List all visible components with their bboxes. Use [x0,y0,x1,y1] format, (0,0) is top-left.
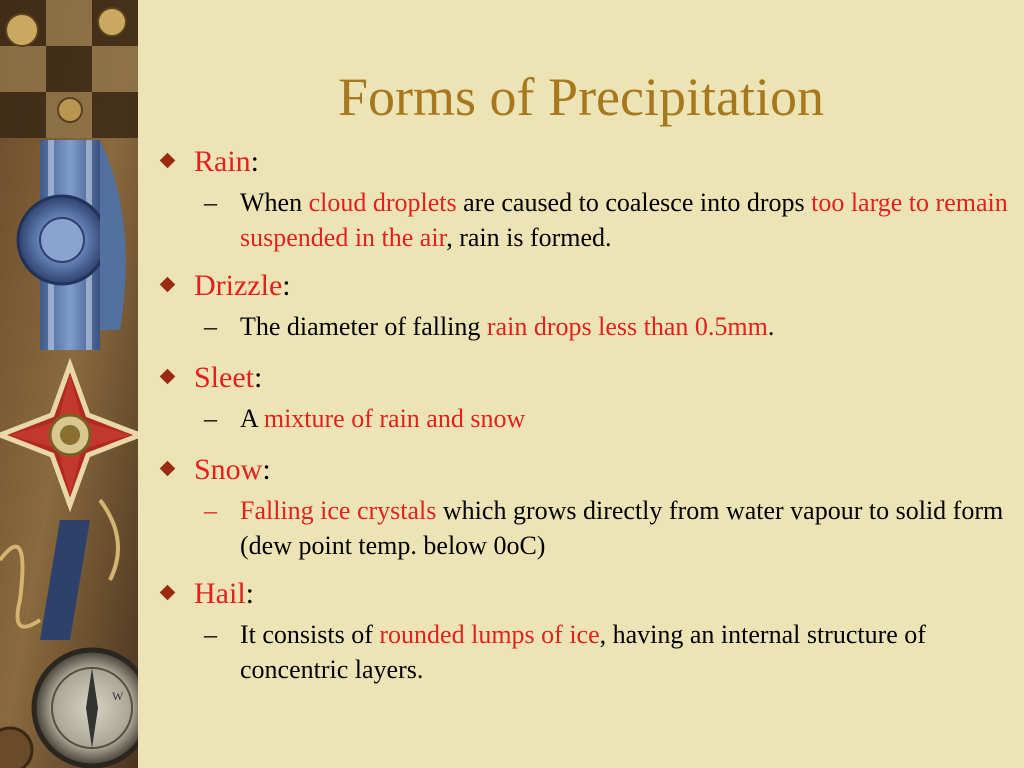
sub-item-rain [160,185,1010,255]
term-rain: Rain [194,145,251,178]
sub-highlight: too large to remain suspended in the air [240,188,1008,252]
diamond-bullet-icon [160,153,176,169]
dash-marker: – [204,312,217,341]
dash-marker: – [204,404,217,433]
sub-item-sleet [160,401,1010,436]
dash-marker: – [204,496,217,525]
term-snow: Snow [194,453,263,486]
sub-item-hail [160,617,1010,687]
sub-highlight: rain drops less than 0.5mm [486,312,768,341]
list-item-hail [160,575,1010,613]
sub-highlight: rounded lumps of ice [379,620,600,649]
list-item-sleet [160,359,1010,397]
dash-marker: – [204,188,217,217]
diamond-bullet-icon [160,369,176,385]
list-item-rain [160,143,1010,181]
sub-text: , rain is formed. [446,223,612,252]
term-hail: Hail [194,577,246,610]
sub-text: , having an internal structure of concentric layers. [240,620,926,684]
diamond-bullet-icon [160,277,176,293]
list-item-drizzle [160,267,1010,305]
diamond-bullet-icon [160,585,176,601]
slide-title: Forms of Precipitation [338,67,824,127]
sub-highlight: Falling ice crystals [240,496,437,525]
sub-text: . [767,312,775,341]
svg-text:W: W [112,689,124,703]
decorative-medal-image [0,0,138,768]
term-colon: : [282,269,291,302]
term-drizzle: Drizzle [194,269,283,302]
sub-text: A [240,404,264,433]
term-colon: : [250,145,260,178]
term-sleet: Sleet [194,361,254,394]
sub-text: which grows directly from water vapour to solid form (dew point temp. below 0oC) [240,496,1004,560]
list-item-snow [160,451,1010,489]
sub-text: The diameter of falling [240,312,487,341]
term-colon: : [254,361,263,394]
sub-text: When [240,188,309,217]
sub-text: It consists of [240,620,380,649]
term-colon: : [262,453,271,486]
bullet-list [160,143,1010,702]
sub-item-drizzle [160,309,1010,344]
sub-text: are caused to coalesce into drops [456,188,812,217]
dash-marker: – [204,620,217,649]
sub-highlight: mixture of rain and snow [263,404,526,433]
term-colon: : [245,577,254,610]
sub-highlight: cloud droplets [308,188,457,217]
diamond-bullet-icon [160,461,176,477]
medal-collage-icon [0,0,138,768]
sub-item-snow [160,493,1010,563]
